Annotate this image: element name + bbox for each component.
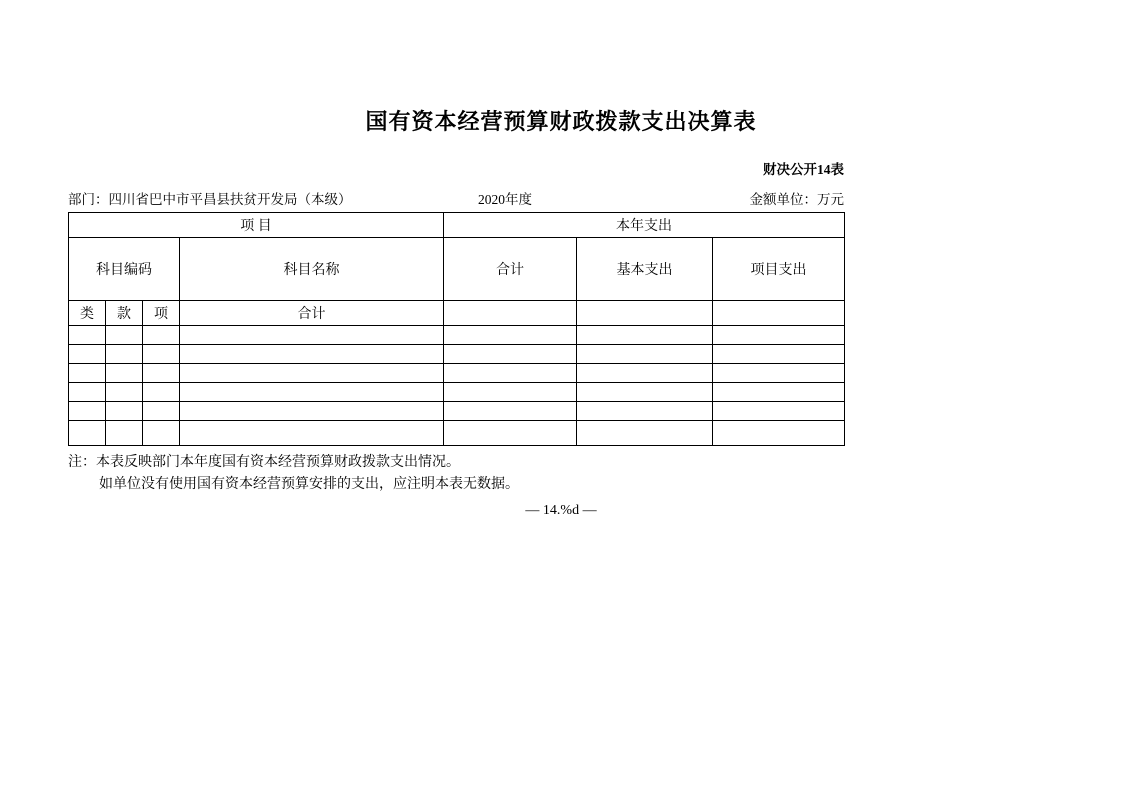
cell-total [444,421,577,446]
column-header-project: 项目支出 [713,238,845,301]
cell-total [444,345,577,364]
cell-code-item [143,402,180,421]
total-row-project [713,301,845,326]
table-row [69,402,845,421]
cell-project [713,421,845,446]
cell-code-item [143,421,180,446]
total-row-label: 合计 [180,301,444,326]
cell-code-item [143,383,180,402]
column-header-code: 科目编码 [69,238,180,301]
subheader-code-class: 类 [69,301,106,326]
table-group-header-row [69,213,845,238]
budget-expenditure-table [68,212,845,446]
cell-project [713,326,845,345]
cell-total [444,326,577,345]
column-header-total: 合计 [444,238,577,301]
cell-name [180,402,444,421]
cell-code-class [69,326,106,345]
cell-code-item [143,364,180,383]
total-row-total [444,301,577,326]
cell-code-class [69,402,106,421]
cell-basic [577,402,713,421]
cell-project [713,402,845,421]
table-row [69,364,845,383]
cell-name [180,345,444,364]
cell-code-class [69,364,106,383]
cell-basic [577,383,713,402]
cell-code-section [106,383,143,402]
cell-code-section [106,364,143,383]
cell-project [713,383,845,402]
cell-code-section [106,421,143,446]
cell-basic [577,364,713,383]
meta-row [68,188,844,208]
cell-name [180,383,444,402]
table-column-header-row [69,238,845,301]
note-line-1: 注：本表反映部门本年度国有资本经营预算财政拨款支出情况。 [68,455,460,470]
cell-basic [577,421,713,446]
cell-code-class [69,345,106,364]
total-row-basic [577,301,713,326]
cell-code-item [143,326,180,345]
cell-basic [577,345,713,364]
cell-total [444,383,577,402]
table-row [69,345,845,364]
cell-project [713,345,845,364]
cell-total [444,402,577,421]
page-footer: — 14.%d — [525,503,597,518]
cell-basic [577,326,713,345]
column-header-name: 科目名称 [180,238,444,301]
table-row [69,421,845,446]
cell-code-class [69,383,106,402]
table-notes [68,452,519,496]
year-label: 2020年度 [478,192,532,207]
cell-total [444,364,577,383]
column-header-basic: 基本支出 [577,238,713,301]
cell-code-section [106,402,143,421]
table-subheader-row [69,301,845,326]
subheader-code-item: 项 [143,301,180,326]
cell-name [180,421,444,446]
cell-code-class [69,421,106,446]
cell-code-section [106,326,143,345]
table-row [69,326,845,345]
cell-name [180,364,444,383]
note-line-2: 如单位没有使用国有资本经营预算安排的支出，应注明本表无数据。 [99,477,519,492]
cell-name [180,326,444,345]
table-row [69,383,845,402]
cell-code-section [106,345,143,364]
department-label: 部门：四川省巴中市平昌县扶贫开发局（本级） [68,192,352,207]
cell-project [713,364,845,383]
subheader-code-section: 款 [106,301,143,326]
group-header-current-year: 本年支出 [444,213,845,238]
form-code-label: 财决公开14表 [763,162,844,177]
group-header-item: 项 目 [69,213,444,238]
page-title: 国有资本经营预算财政拨款支出决算表 [365,109,757,134]
amount-unit-label: 金额单位：万元 [749,192,844,207]
cell-code-item [143,345,180,364]
